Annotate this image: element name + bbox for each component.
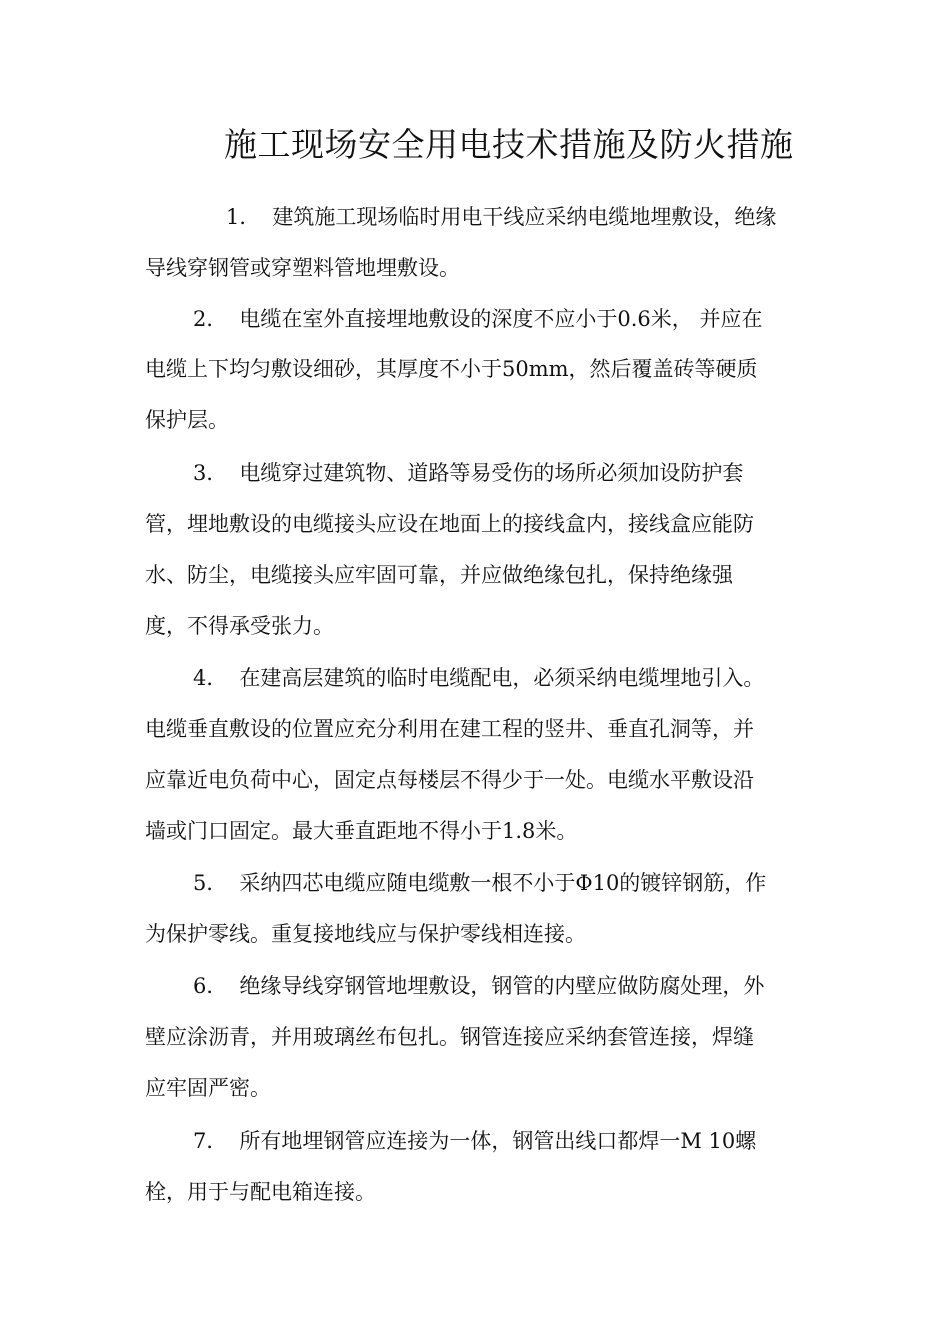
paragraph-3-line-2: 管，埋地敷设的电缆接头应设在地面上的接线盒内，接线盒应能防 xyxy=(145,512,754,536)
paragraph-4-text: 在建高层建筑的临时电缆配电，必须采纳电缆埋地引入。 xyxy=(239,666,765,690)
paragraph-3-line-3: 水、防尘，电缆接头应牢固可靠，并应做绝缘包扎，保持绝缘强 xyxy=(145,563,733,587)
paragraph-2-text: 电缆在室外直接埋地敷设的深度不应小于0.6米， 并应在 xyxy=(239,307,763,331)
paragraph-6-line-1 xyxy=(193,971,764,1001)
paragraph-2-line-3: 保护层。 xyxy=(145,408,229,432)
paragraph-7-line-1 xyxy=(193,1126,756,1156)
paragraph-4-line-4: 墙或门口固定。最大垂直距地不得小于1.8米。 xyxy=(145,819,578,843)
paragraph-2-line-1 xyxy=(193,304,762,334)
document-title: 施工现场安全用电技术措施及防火措施 xyxy=(224,125,794,164)
paragraph-6-text: 绝缘导线穿钢管地埋敷设，钢管的内壁应做防腐处理，外 xyxy=(239,974,765,998)
paragraph-1-line-2: 导线穿钢管或穿塑料管地埋敷设。 xyxy=(145,256,460,280)
paragraph-4-line-3: 应靠近电负荷中心，固定点每楼层不得少于一处。电缆水平敷设沿 xyxy=(145,768,754,792)
paragraph-3-text: 电缆穿过建筑物、道路等易受伤的场所必须加设防护套 xyxy=(239,461,744,485)
paragraph-5-line-1 xyxy=(193,868,766,898)
paragraph-3-number: 3． xyxy=(193,461,228,485)
paragraph-5-number: 5． xyxy=(193,871,228,895)
paragraph-2-number: 2． xyxy=(193,307,228,331)
paragraph-7-line-2: 栓，用于与配电箱连接。 xyxy=(145,1180,376,1204)
paragraph-6-line-2: 壁应涂沥青，并用玻璃丝布包扎。钢管连接应采纳套管连接，焊缝 xyxy=(145,1025,754,1049)
paragraph-1-number: 1． xyxy=(226,205,261,229)
paragraph-1-text: 建筑施工现场临时用电干线应采纳电缆地埋敷设，绝缘 xyxy=(272,205,777,229)
paragraph-5-text: 采纳四芯电缆应随电缆敷一根不小于Φ10的镀锌钢筋，作 xyxy=(239,871,767,895)
paragraph-2-line-2: 电缆上下均匀敷设细砂，其厚度不小于50mm，然后覆盖砖等硬质 xyxy=(145,357,758,381)
paragraph-6-number: 6． xyxy=(193,974,228,998)
paragraph-4-number: 4． xyxy=(193,666,228,690)
paragraph-5-line-2: 为保护零线。重复接地线应与保护零线相连接。 xyxy=(145,922,586,946)
paragraph-6-line-3: 应牢固严密。 xyxy=(145,1076,271,1100)
paragraph-3-line-1 xyxy=(193,458,743,488)
paragraph-7-number: 7． xyxy=(193,1129,228,1153)
paragraph-1-line-1 xyxy=(226,202,776,232)
paragraph-3-line-4: 度，不得承受张力。 xyxy=(145,614,334,638)
paragraph-4-line-1 xyxy=(193,663,764,693)
paragraph-4-line-2: 电缆垂直敷设的位置应充分利用在建工程的竖井、垂直孔洞等，并 xyxy=(145,717,754,741)
paragraph-7-text: 所有地埋钢管应连接为一体，钢管出线口都焊一M 10螺 xyxy=(239,1129,757,1153)
